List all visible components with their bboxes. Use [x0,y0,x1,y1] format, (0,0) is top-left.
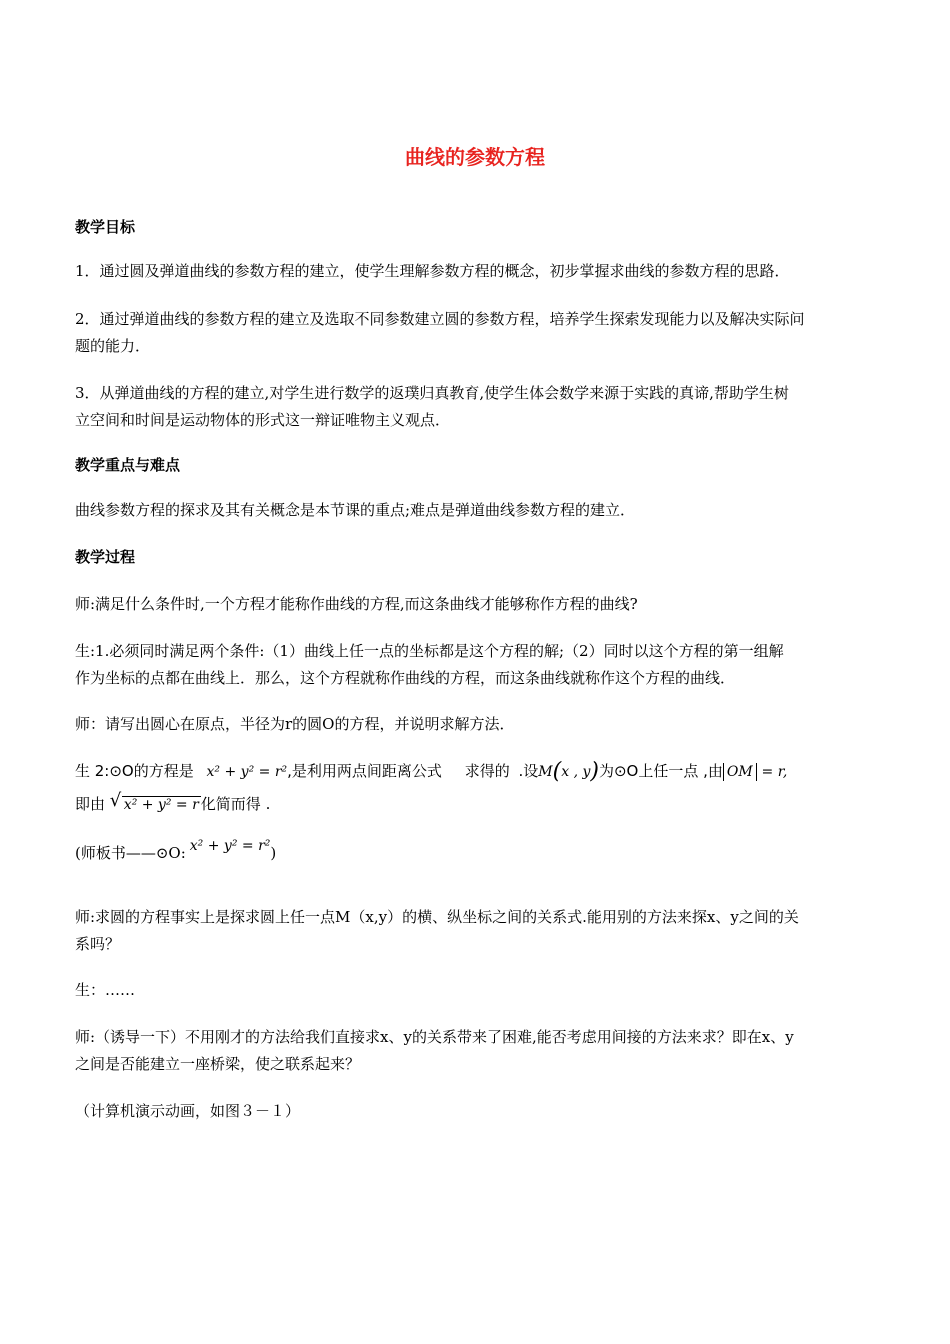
goal-3-line-1: 3．从弹道曲线的方程的建立,对学生进行数学的返璞归真教育,使学生体会数学来源于实践的真谛,帮助学生树 [75,384,789,402]
teacher-question-2: 师：请写出圆心在原点，半径为r的圆O的方程，并说明求解方法． [75,715,515,733]
student-answer-2-line-2 [75,789,880,820]
point-m: M [538,764,553,780]
teacher-question-1: 师:满足什么条件时,一个方程才能称作曲线的方程,而这条曲线才能够称作方程的曲线? [75,595,638,613]
process-heading: 教学过程 [75,548,136,566]
teacher-question-3-line-2: 系吗？ [75,935,121,953]
document-title: 曲线的参数方程 [405,145,545,169]
answer-2-distance: ,是利用两点间距离公式 [287,762,442,780]
goals-heading: 教学目标 [75,218,136,236]
student-answer-3: 生：…… [75,981,136,999]
circle-equation: x² + y² = r² [206,764,288,780]
answer-2-derived: 求得的 [464,762,510,780]
answer-2-let: .设 [518,762,539,780]
student-answer-1-line-2: 作为坐标的点都在曲线上．那么，这个方程就称作曲线的方程，而这条曲线就称作这个方程的曲线． [75,669,736,687]
teacher-question-4-line-1: 师:（诱导一下）不用刚才的方法给我们直接求x、y的关系带来了困难,能否考虑用间接的方法来求？即在x、y [75,1028,794,1046]
answer-2-by: ,由 [703,762,723,780]
goal-1: 1．通过圆及弹道曲线的参数方程的建立，使学生理解参数方程的概念，初步掌握求曲线的参数方程的思路． [75,262,790,280]
teacher-question-3-line-1: 师:求圆的方程事实上是探求圆上任一点M（x,y）的横、纵坐标之间的关系式.能用别的方法来探x、y之间的关 [75,908,799,926]
goal-2-line-2: 题的能力． [75,337,151,355]
teacher-question-4-line-2: 之间是否能建立一座桥梁，使之联系起来？ [75,1055,361,1073]
key-points-heading: 教学重点与难点 [75,456,181,474]
answer-2-on-circle: 为⊙O上任一点 [598,762,699,780]
board-note-suffix: ) [270,844,277,862]
answer-2-simplify: 化简而得 [200,795,261,813]
board-note [75,838,880,869]
board-equation: x² + y² = r² [189,838,271,854]
key-points-text: 曲线参数方程的探求及其有关概念是本节课的重点;难点是弹道曲线参数方程的建立． [75,501,636,519]
om-equals-r: = r, [761,764,788,780]
student-answer-2-line-1: 生 2:⊙O的方程是 x² + y² = r²,是利用两点间距离公式 求得的 .设M(x , y)为⊙O上任一点 ,由 OM = r, [75,759,788,784]
answer-2-prefix: 生 2:⊙O的方程是 [75,762,194,780]
board-note-prefix: (师板书——⊙O: [75,844,186,862]
student-answer-1-line-1: 生:1.必须同时满足两个条件:（1）曲线上任一点的坐标都是这个方程的解;（2）同时以这个方程的第一组解 [75,642,784,660]
om-abs: OM [723,763,757,781]
goal-3-line-2: 立空间和时间是运动物体的形式这一辩证唯物主义观点． [75,411,451,429]
goal-2-line-1: 2．通过弹道曲线的参数方程的建立及选取不同参数建立圆的参数方程，培养学生探索发现能力以及解决实际问 [75,310,805,328]
point-coords: x , y [561,764,591,780]
answer-2-from: 即由 [75,795,106,813]
sqrt-expression: √ x² + y² = r [109,790,199,813]
animation-note: （计算机演示动画，如图３－１） [75,1102,301,1120]
answer-2-period: . [265,795,271,813]
